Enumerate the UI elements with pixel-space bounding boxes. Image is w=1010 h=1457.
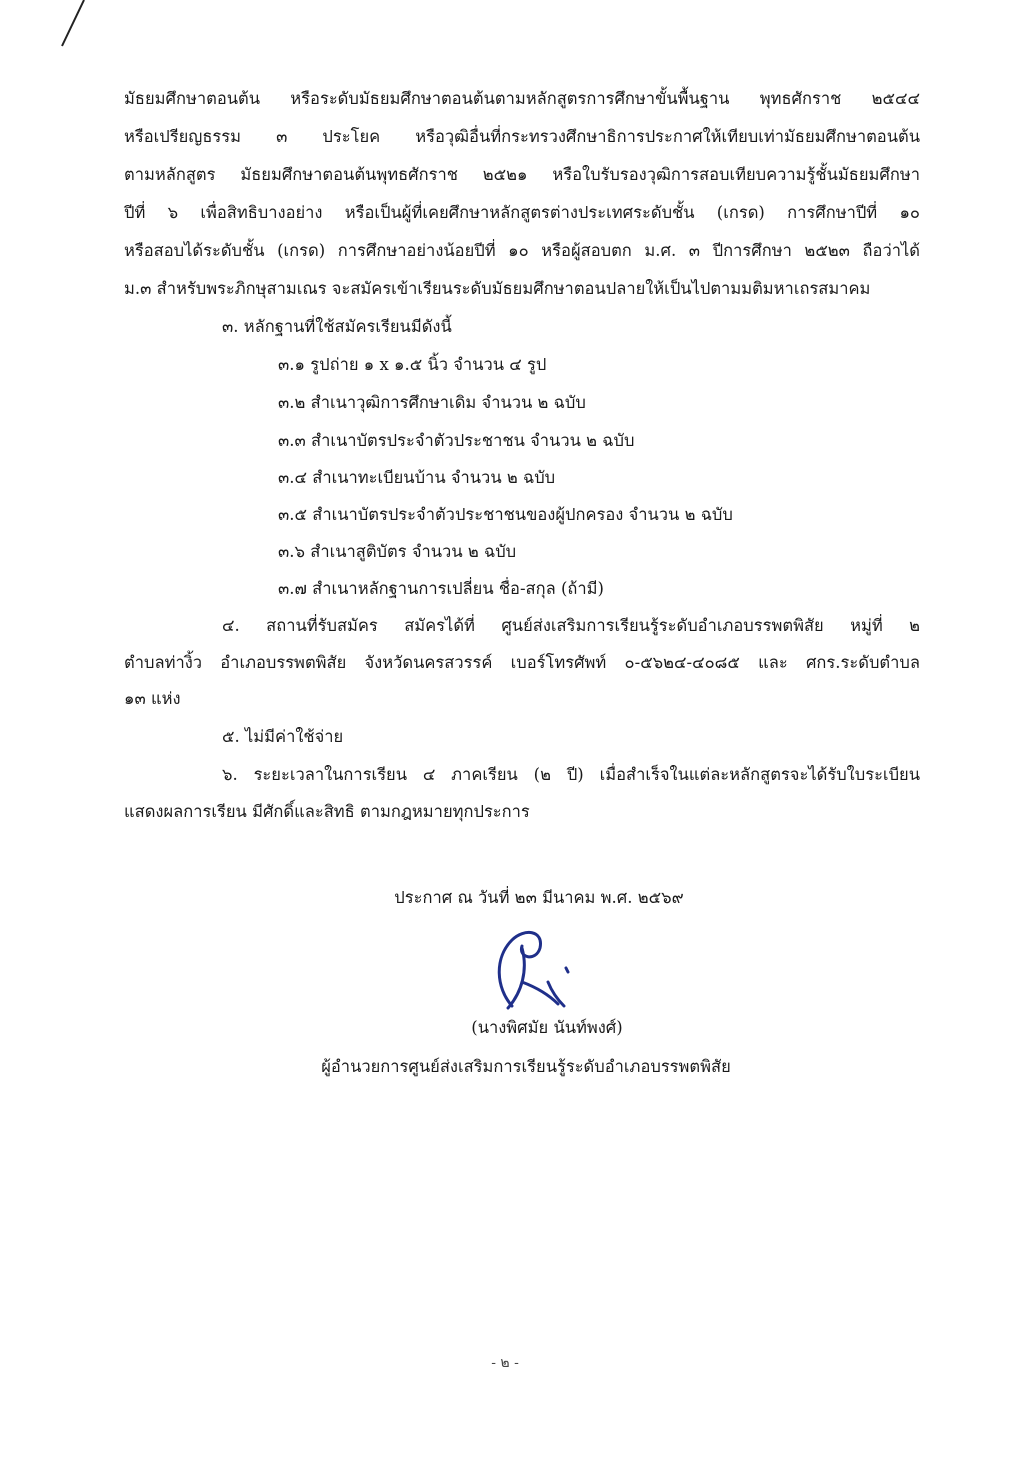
section-5-text: ๕. ไม่มีค่าใช้จ่าย	[222, 727, 344, 746]
document-list-item: ๓.๓ สำเนาบัตรประจำตัวประชาชน จำนวน ๒ ฉบับ	[278, 431, 635, 450]
document-list-item: ๓.๖ สำเนาสูติบัตร จำนวน ๒ ฉบับ	[278, 542, 517, 561]
signer-name: (นางพิศมัย นันท์พงศ์)	[471, 1018, 623, 1037]
signature	[478, 918, 588, 1018]
document-list-item: ๓.๑ รูปถ่าย ๑ x ๑.๕ นิ้ว จำนวน ๔ รูป	[278, 355, 547, 374]
section-6-line: แสดงผลการเรียน มีศักดิ์และสิทธิ ตามกฎหมายทุกประการ	[124, 802, 530, 821]
document-list-item: ๓.๔ สำเนาทะเบียนบ้าน จำนวน ๒ ฉบับ	[278, 468, 556, 487]
section-4-line: ตำบลท่างิ้ว อำเภอบรรพตพิสัย จังหวัดนครสวรรค์ เบอร์โทรศัพท์ ๐-๕๖๒๔-๔๐๘๕ และ ศกร.ระดับตำบล	[124, 653, 920, 672]
document-list-item: ๓.๗ สำเนาหลักฐานการเปลี่ยน ชื่อ-สกุล (ถ้ามี)	[278, 579, 604, 598]
section-4-line: ๔. สถานที่รับสมัคร สมัครได้ที่ ศูนย์ส่งเสริมการเรียนรู้ระดับอำเภอบรรพตพิสัย หมู่ที่ ๒	[222, 616, 920, 635]
intro-line: หรือสอบได้ระดับชั้น (เกรด) การศึกษาอย่างน้อยปีที่ ๑๐ หรือผู้สอบตก ม.ศ. ๓ ปีการศึกษา ๒๕๒๓ ถือว่าได้	[124, 241, 920, 260]
section-6-line: ๖. ระยะเวลาในการเรียน ๔ ภาคเรียน (๒ ปี) เมื่อสำเร็จในแต่ละหลักสูตรจะได้รับใบระเบียน	[222, 765, 920, 784]
intro-line: ม.๓ สำหรับพระภิกษุสามเณร จะสมัครเข้าเรียนระดับมัธยมศึกษาตอนปลายให้เป็นไปตามมติมหาเถรสมาคม	[124, 279, 871, 298]
document-list-item: ๓.๕ สำเนาบัตรประจำตัวประชาชนของผู้ปกครอง จำนวน ๒ ฉบับ	[278, 505, 733, 524]
signer-title: ผู้อำนวยการศูนย์ส่งเสริมการเรียนรู้ระดับอำเภอบรรพตพิสัย	[321, 1057, 731, 1076]
document-list-item: ๓.๒ สำเนาวุฒิการศึกษาเดิม จำนวน ๒ ฉบับ	[278, 393, 586, 412]
section-4-line: ๑๓ แห่ง	[124, 689, 181, 708]
intro-line: ปีที่ ๖ เพื่อสิทธิบางอย่าง หรือเป็นผู้ที่เคยศึกษาหลักสูตรต่างประเทศระดับชั้น (เกรด) การศึกษาปีที่ ๑๐	[124, 203, 920, 222]
announcement-date: ประกาศ ณ วันที่ ๒๓ มีนาคม พ.ศ. ๒๕๖๙	[394, 888, 684, 907]
section-3-heading: ๓. หลักฐานที่ใช้สมัครเรียนมีดังนี้	[222, 317, 452, 336]
page-corner-fold-line	[0, 0, 120, 60]
intro-line: มัธยมศึกษาตอนต้น หรือระดับมัธยมศึกษาตอนต้นตามหลักสูตรการศึกษาขั้นพื้นฐาน พุทธศักราช ๒๕๔๔	[124, 89, 920, 108]
intro-line: ตามหลักสูตร มัธยมศึกษาตอนต้นพุทธศักราช ๒๕๒๑ หรือใบรับรองวุฒิการสอบเทียบความรู้ชั้นมัธยมศึกษา	[124, 165, 920, 184]
page-number: - ๒ -	[491, 1355, 519, 1371]
intro-line: หรือเปรียญธรรม ๓ ประโยค หรือวุฒิอื่นที่กระทรวงศึกษาธิการประกาศให้เทียบเท่ามัธยมศึกษาตอนต้น	[124, 127, 920, 146]
